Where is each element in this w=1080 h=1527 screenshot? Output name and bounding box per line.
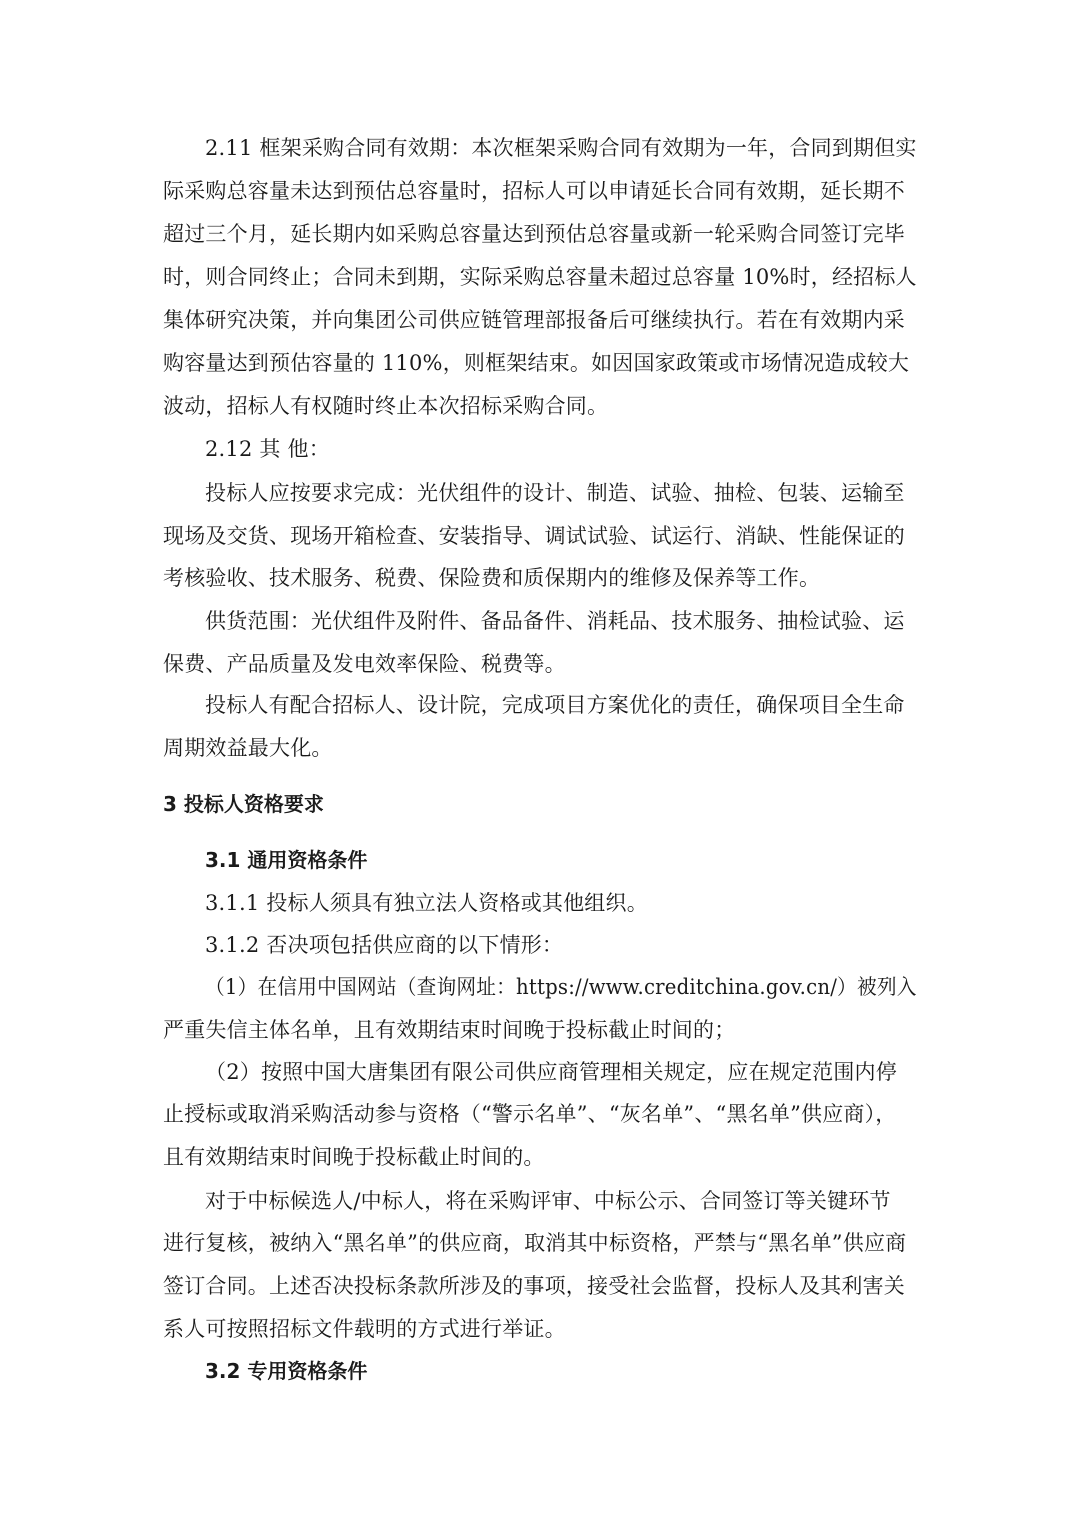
paragraph-2-12-p2-line-2: 保费、产品质量及发电效率保险、税费等。 <box>163 652 566 676</box>
item-2-line-3: 且有效期结束时间晚于投标截止时间的。 <box>163 1145 545 1169</box>
paragraph-2-12-p1-line-2: 现场及交货、现场开箱检查、安装指导、调试试验、试运行、消缺、性能保证的 <box>163 524 905 548</box>
paragraph-2-12-p2-line-1: 供货范围：光伏组件及附件、备品备件、消耗品、技术服务、抽检试验、运 <box>205 609 905 633</box>
paragraph-2-11-line-2: 际采购总容量未达到预估总容量时，招标人可以申请延长合同有效期，延长期不 <box>163 179 905 203</box>
paragraph-2-11-line-7: 波动，招标人有权随时终止本次招标采购合同。 <box>163 394 609 418</box>
paragraph-2-11-line-1: 2.11 框架采购合同有效期：本次框架采购合同有效期为一年，合同到期但实 <box>205 136 917 160</box>
review-paragraph-line-2: 进行复核，被纳入“黑名单”的供应商，取消其中标资格，严禁与“黑名单”供应商 <box>163 1231 907 1255</box>
review-paragraph-line-4: 系人可按照招标文件载明的方式进行举证。 <box>163 1317 566 1341</box>
section-2-12-title: 2.12 其 他： <box>205 437 330 461</box>
section-3-heading: 3 投标人资格要求 <box>163 792 324 816</box>
item-2-line-2: 止授标或取消采购活动参与资格（“警示名单”、“灰名单”、“黑名单”供应商）， <box>163 1102 897 1126</box>
section-3-2-heading: 3.2 专用资格条件 <box>205 1359 368 1383</box>
item-3-1-1: 3.1.1 投标人须具有独立法人资格或其他组织。 <box>205 891 648 915</box>
item-1-line-1: （1）在信用中国网站（查询网址：https://www.creditchina.gov.cn/）被列入 <box>205 975 917 999</box>
item-3-1-2: 3.1.2 否决项包括供应商的以下情形： <box>205 933 564 957</box>
paragraph-2-11-line-5: 集体研究决策，并向集团公司供应链管理部报备后可继续执行。若在有效期内采 <box>163 308 905 332</box>
item-2-line-1: （2）按照中国大唐集团有限公司供应商管理相关规定，应在规定范围内停 <box>205 1060 897 1084</box>
paragraph-2-12-p1-line-1: 投标人应按要求完成：光伏组件的设计、制造、试验、抽检、包装、运输至 <box>205 481 905 505</box>
review-paragraph-line-3: 签订合同。上述否决投标条款所涉及的事项，接受社会监督，投标人及其利害关 <box>163 1274 905 1298</box>
paragraph-2-11-line-6: 购容量达到预估容量的 110%，则框架结束。如因国家政策或市场情况造成较大 <box>163 351 910 375</box>
item-1-line-2: 严重失信主体名单，且有效期结束时间晚于投标截止时间的； <box>163 1018 736 1042</box>
section-3-1-heading: 3.1 通用资格条件 <box>205 848 368 872</box>
paragraph-2-12-p3-line-1: 投标人有配合招标人、设计院，完成项目方案优化的责任，确保项目全生命 <box>205 693 905 717</box>
paragraph-2-11-line-4: 时，则合同终止；合同未到期，实际采购总容量未超过总容量 10%时，经招标人 <box>163 265 917 289</box>
paragraph-2-12-p3-line-2: 周期效益最大化。 <box>163 736 333 760</box>
paragraph-2-11-line-3: 超过三个月，延长期内如采购总容量达到预估总容量或新一轮采购合同签订完毕 <box>163 222 905 246</box>
review-paragraph-line-1: 对于中标候选人/中标人，将在采购评审、中标公示、合同签订等关键环节 <box>205 1189 891 1213</box>
paragraph-2-12-p1-line-3: 考核验收、技术服务、税费、保险费和质保期内的维修及保养等工作。 <box>163 566 821 590</box>
